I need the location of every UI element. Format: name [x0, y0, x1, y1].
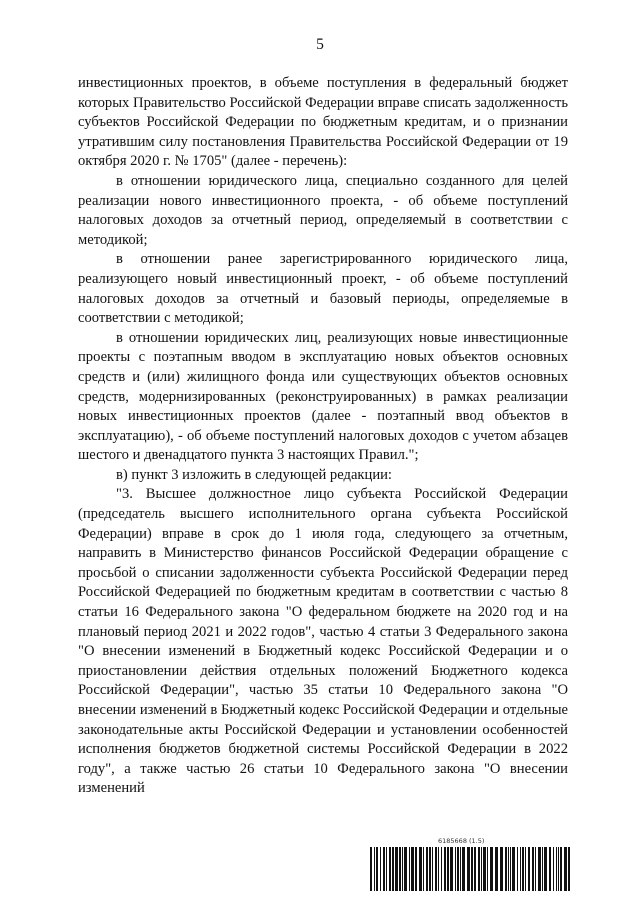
paragraph-1: инвестиционных проектов, в объеме поступления в федеральный бюджет которых Правительство Российской Федерации вправе списать задолженность субъектов Российской Федерации по бюджетным кредитам, и о признании утратившим силу постановления Правительства Российской Федерации от 19 октября 2020 г. № 1705" (далее - перечень): — [78, 75, 568, 170]
barcode-icon — [370, 847, 570, 891]
paragraph-4: в отношении юридических лиц, реализующих новые инвестиционные проекты с поэтапным вводом в эксплуатацию новых объектов основных средств и (или) жилищного фонда или существующих объектов основных средств, модернизированных (реконструированных) в рамках реализации новых инвестиционных проектов (далее - поэтапный ввод объектов в эксплуатацию), - об объеме поступлений налоговых доходов с учетом абзацев шестого и двенадцатого пункта 3 настоящих Правил."; — [78, 329, 568, 464]
barcode-block — [370, 837, 570, 893]
page-number: 5 — [316, 36, 324, 53]
document-body — [78, 74, 568, 799]
paragraph-3: в отношении ранее зарегистрированного юридического лица, реализующего новый инвестиционный проект, - об объеме поступлений налоговых доходов за отчетный и базовый периоды, определяемые в соответствии с методикой; — [78, 251, 568, 327]
paragraph-6: "3. Высшее должностное лицо субъекта Российской Федерации (председатель высшего исполнительного органа субъекта Российской Федерации) вправе в срок до 1 июля года, следующего за отчетным, направить в Министерство финансов Российской Федерации обращение с просьбой о списании задолженности субъекта Российской Федерации перед Российской Федерацией по бюджетным кредитам в соответствии с частью 8 статьи 16 Федерального закона "О федеральном бюджете на 2020 год и на плановый период 2021 и 2022 годов", частью 4 статьи 3 Федерального закона "О внесении изменений в Бюджетный кодекс Российской Федерации и о приостановлении действия отдельных положений Бюджетного кодекса Российской Федерации", частью 35 статьи 10 Федерального закона "О внесении изменений в Бюджетный кодекс Российской Федерации и отдельные законодательные акты Российской Федерации и установлении особенностей исполнения бюджетов бюджетной системы Российской Федерации в 2022 году", а также частью 26 статьи 10 Федерального закона "О внесении изменений — [78, 486, 568, 797]
paragraph-5: в) пункт 3 изложить в следующей редакции: — [116, 466, 392, 483]
barcode-code: 6185668 (1.5) — [438, 837, 485, 845]
paragraph-2: в отношении юридического лица, специально созданного для целей реализации нового инвестиционного проекта, - об объеме поступлений налоговых доходов за отчетный период, определяемый в соответствии с методикой; — [78, 172, 568, 248]
